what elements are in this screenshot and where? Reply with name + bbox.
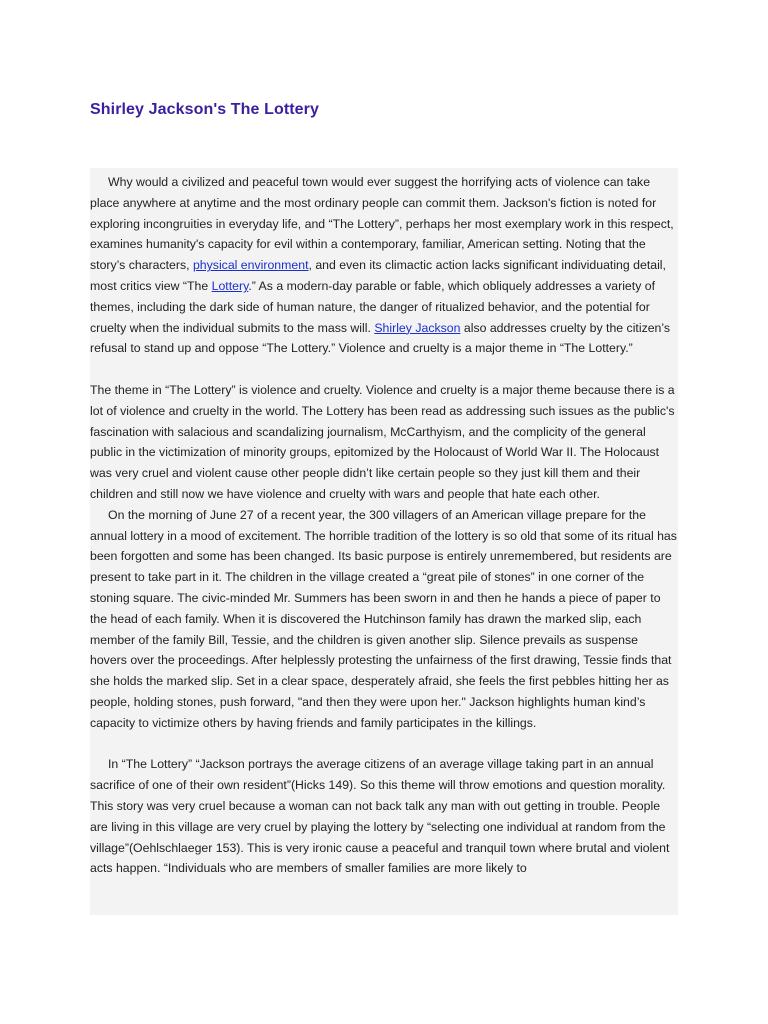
paragraph-text: .” As a modern-day parable or fable, which obliquely addresses a variety of themes, including the dark side of human nature, the danger of ritualized behavior, and the potential for cruelty when the individual submits to the mass will. bbox=[90, 278, 656, 335]
paragraph-intro bbox=[90, 172, 677, 359]
paragraph-analysis: In “The Lottery” “Jackson portrays the average citizens of an average village taking part in an annual sacrifice of one of their own resident”(Hicks 149). So this theme will throw emotions and question morality. This story was very cruel because a woman can not back talk any man with out getting in trouble. People are living in this village are very cruel by playing the lottery by “selecting one individual at random from the village”(Oehlschlaeger 153). This is very ironic cause a peaceful and tranquil town where brutal and violent acts happen. “Individuals who are members of smaller families are more likely to bbox=[90, 757, 670, 876]
paragraph-text: Why would a civilized and peaceful town would ever suggest the horrifying acts of violence can take place anywhere at anytime and the most ordinary people can commit them. Jackson's fiction is noted for exploring incongruities in everyday life, and “The Lottery”, perhaps her most exemplary work in this respect, examines humanity's capacity for evil within a contemporary, familiar, American setting. Noting that the story’s characters, bbox=[90, 175, 674, 273]
link-lottery[interactable]: Lottery bbox=[211, 278, 249, 293]
paragraph-theme: The theme in “The Lottery” is violence and cruelty. Violence and cruelty is a major theme because there is a lot of violence and cruelty in the world. The Lottery has been read as addressing such issues as the public's fascination with salacious and scandalizing journalism, McCarthyism, and the complicity of the general public in the victimization of minority groups, epitomized by the Holocaust of World War II. The Holocaust was very cruel and violent cause other people didn’t like certain people so they just kill them and their children and still now we have violence and cruelty with wars and people that hate each other. bbox=[90, 382, 675, 501]
link-shirley-jackson[interactable]: Shirley Jackson bbox=[374, 320, 461, 335]
paragraph-summary: On the morning of June 27 of a recent year, the 300 villagers of an American village prepare for the annual lottery in a mood of excitement. The horrible tradition of the lottery is so old that some of its ritual has been forgotten and some has been changed. Its basic purpose is entirely unremembered, but residents are present to take part in it. The children in the village created a “great pile of stones” in one corner of the stoning square. The civic-minded Mr. Summers has been sworn in and then he hands a piece of paper to the head of each family. When it is discovered the Hutchinson family has drawn the marked slip, each member of the family Bill, Tessie, and the children is given another slip. Silence prevails as suspense hovers over the proceedings. After helplessly protesting the unfairness of the first drawing, Tessie finds that she holds the marked slip. Set in a clear space, desperately afraid, she feels the first pebbles hitting her as people, holding stones, push forward, "and then they were upon her." Jackson highlights human kind’s capacity to victimize others by having friends and family participates in the killings. bbox=[90, 507, 677, 730]
essay-body bbox=[90, 168, 678, 915]
link-physical-environment[interactable]: physical environment bbox=[192, 258, 309, 273]
paragraph-text: , and even its climactic action lacks significant individuating detail, most critics view “The bbox=[90, 258, 666, 293]
page-title: Shirley Jackson's The Lottery bbox=[90, 101, 320, 118]
paragraph-text: also addresses cruelty by the citizen’s refusal to stand up and oppose “The Lottery.” Violence and cruelty is a major theme in “The Lottery.” bbox=[90, 320, 671, 356]
